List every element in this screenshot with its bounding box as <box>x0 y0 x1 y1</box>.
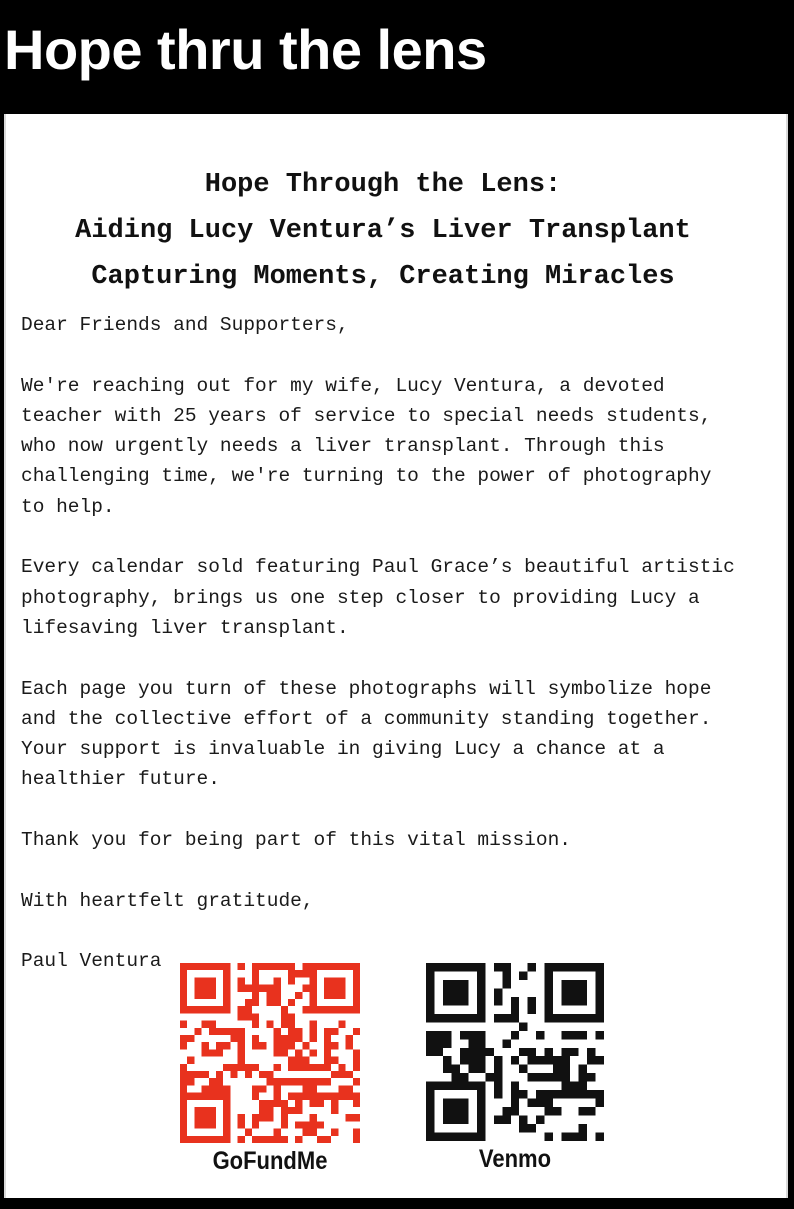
venmo-label: Venmo <box>478 1144 552 1173</box>
flyer-title-line-3: Capturing Moments, Creating Miracles <box>91 262 675 292</box>
gofundme-label: GoFundMe <box>212 1146 328 1175</box>
letter-body <box>21 310 781 977</box>
thanks-line: Thank you for being part of this vital mission. <box>21 829 571 852</box>
paragraph-line: challenging time, we're turning to the power of photography <box>21 465 712 488</box>
closing-line: With heartfelt gratitude, <box>21 889 314 912</box>
paragraph-line: Each page you turn of these photographs will symbolize hope <box>21 677 712 700</box>
paragraph-line: Your support is invaluable in giving Lucy a chance at a <box>21 738 665 761</box>
paragraph-2 <box>21 552 781 643</box>
paragraph-line: We're reaching out for my wife, Lucy Ventura, a devoted <box>21 374 665 397</box>
paragraph-1 <box>21 371 781 522</box>
paragraph-line: healthier future. <box>21 768 220 791</box>
flyer-title-line-1: Hope Through the Lens: <box>204 170 562 200</box>
flyer-title-line-2: Aiding Lucy Ventura’s Liver Transplant <box>75 216 691 246</box>
paragraph-3 <box>21 674 781 795</box>
header-title: Hope thru the lens <box>4 18 487 81</box>
header-bar <box>0 0 794 112</box>
paragraph-line: lifesaving liver transplant. <box>21 616 349 639</box>
paragraph-line: photography, brings us one step closer to providing Lucy a <box>21 586 700 609</box>
venmo-qr-code[interactable] <box>426 963 604 1141</box>
paragraph-line: Every calendar sold featuring Paul Grace’s beautiful artistic <box>21 556 735 579</box>
gofundme-qr-code[interactable] <box>180 963 360 1143</box>
salutation: Dear Friends and Supporters, <box>21 314 349 336</box>
paragraph-line: to help. <box>21 495 115 518</box>
paragraph-line: who now urgently needs a liver transplant. Through this <box>21 435 665 458</box>
signature: Paul Ventura <box>21 950 162 973</box>
flyer-title <box>0 162 766 300</box>
paragraph-line: and the collective effort of a community standing together. <box>21 707 712 730</box>
paragraph-line: teacher with 25 years of service to special needs students, <box>21 404 712 427</box>
